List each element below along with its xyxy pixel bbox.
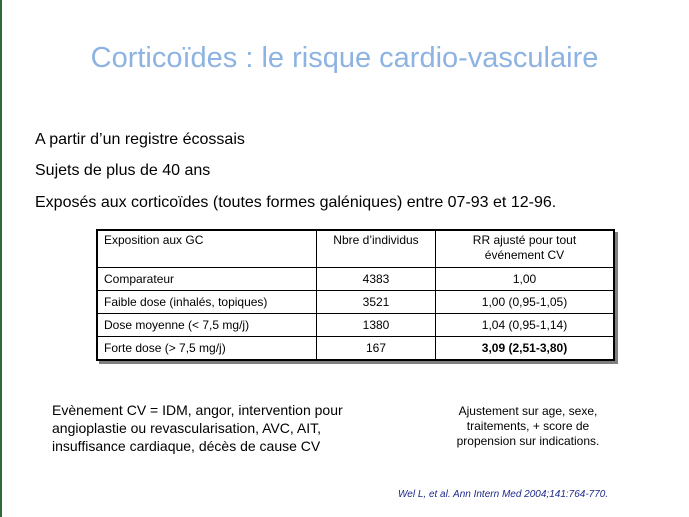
bullet-exposure: Exposés aux corticoïdes (toutes formes galéniques) entre 07-93 et 12-96. xyxy=(35,194,557,211)
bullet-registry: A partir d’un registre écossais xyxy=(35,131,245,148)
adjustment-note xyxy=(430,404,626,449)
cell-exposition: Forte dose (> 7,5 mg/j) xyxy=(97,337,317,361)
table-header-row xyxy=(97,230,614,268)
cell-rr: 1,04 (0,95-1,14) xyxy=(436,314,615,337)
citation-reference: Wel L, et al. Ann Intern Med 2004;141:764-770. xyxy=(398,489,609,500)
header-individuals: Nbre d’individus xyxy=(317,230,436,268)
cell-exposition: Faible dose (inhalés, topiques) xyxy=(97,291,317,314)
header-exposition: Exposition aux GC xyxy=(97,230,317,268)
adjustment-line: Ajustement sur age, sexe, xyxy=(458,404,598,418)
table-row xyxy=(97,268,614,291)
cell-individuals: 167 xyxy=(317,337,436,361)
adjustment-line: traitements, + score de xyxy=(466,419,590,433)
cell-individuals: 4383 xyxy=(317,268,436,291)
cell-exposition: Dose moyenne (< 7,5 mg/j) xyxy=(97,314,317,337)
header-adjusted-rr xyxy=(436,230,615,268)
table-row xyxy=(97,314,614,337)
table-row xyxy=(97,291,614,314)
cell-individuals: 3521 xyxy=(317,291,436,314)
cell-rr: 1,00 xyxy=(436,268,615,291)
definition-line: insuffisance cardiaque, décès de cause CV xyxy=(52,438,321,454)
definition-line: Evènement CV = IDM, angor, intervention pour xyxy=(52,402,343,418)
slide-left-border xyxy=(0,0,2,517)
adjustment-line: propension sur indications. xyxy=(456,434,600,448)
cv-event-definition xyxy=(52,401,392,455)
cell-rr-highlight: 3,09 (2,51-3,80) xyxy=(436,337,615,361)
header-rr-line1: RR ajusté pour tout xyxy=(472,233,577,247)
exposure-risk-table xyxy=(96,229,615,361)
bullet-age: Sujets de plus de 40 ans xyxy=(35,162,211,179)
cell-individuals: 1380 xyxy=(317,314,436,337)
slide-title: Corticoïdes : le risque cardio-vasculaire xyxy=(90,42,599,74)
cell-exposition: Comparateur xyxy=(97,268,317,291)
definition-line: angioplastie ou revascularisation, AVC, AIT, xyxy=(52,420,322,436)
table-row xyxy=(97,337,614,361)
header-rr-line2: événement CV xyxy=(484,248,565,262)
cell-rr: 1,00 (0,95-1,05) xyxy=(436,291,615,314)
